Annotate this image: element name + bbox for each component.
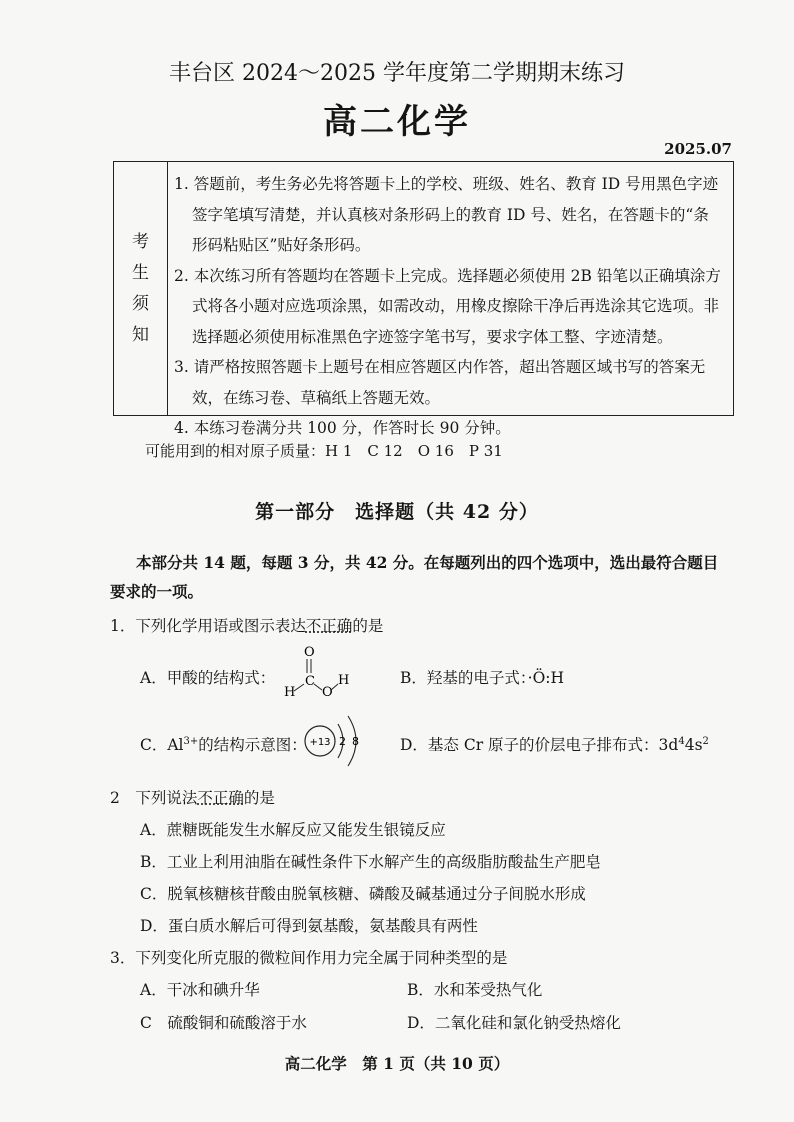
- q1-option-c-post: 的结构示意图：: [198, 736, 307, 754]
- notice-heading-char: 须: [132, 293, 149, 314]
- exam-date: 2025.07: [664, 140, 732, 158]
- atom-label: O: [322, 685, 333, 698]
- al-ion-structure-diagram: [300, 708, 370, 774]
- atom-label: H: [284, 685, 296, 698]
- question-3-stem: 3．下列变化所克服的微粒间作用力完全属于同种类型的是: [110, 949, 508, 967]
- notice-item: 1. 答题前，考生务必先将答题卡上的学校、班级、姓名、教育 ID 号用黑色字迹签字笔填写清楚，并认真核对条形码上的教育 ID 号、姓名，在答题卡的“条形码粘贴区”贴好条形码。: [174, 175, 719, 254]
- q1-stem-part: 的是: [352, 617, 384, 635]
- q1-option-b-label: B．羟基的电子式：: [400, 669, 528, 687]
- q2-option-b: B．工业上利用油脂在碱性条件下水解产生的高级脂肪酸盐生产肥皂: [140, 853, 601, 871]
- notice-item: 3. 请严格按照答题卡上题号在相应答题区内作答，超出答题区域书写的答案无效，在练习卷、草稿纸上答题无效。: [174, 358, 706, 407]
- page-footer: 高二化学 第 1 页（共 10 页）: [284, 1054, 510, 1073]
- q3-option-c: C 硫酸铜和硫酸溶于水: [140, 1014, 307, 1032]
- q1-option-d-sup: 4: [678, 735, 685, 747]
- q1-option-d-pre: D．基态 Cr 原子的价层电子排布式：3d: [400, 736, 679, 754]
- notice-heading: [114, 162, 168, 415]
- q2-option-d: D．蛋白质水解后可得到氨基酸，氨基酸具有两性: [140, 917, 478, 935]
- q2-option-c: C．脱氧核糖核苷酸由脱氧核糖、磷酸及碱基通过分子间脱水形成: [140, 885, 586, 903]
- candidate-notice-box: [113, 161, 734, 437]
- shell-electrons: 8: [352, 735, 359, 748]
- q2-option-a: A．蔗糖既能发生水解反应又能发生银镜反应: [140, 821, 446, 839]
- section-title: 第一部分 选择题（共 42 分）: [255, 501, 539, 523]
- shell-electrons: 2: [339, 735, 346, 748]
- hydroxyl-electron-formula: ·Ö:H: [527, 669, 565, 687]
- q3-option-a: A．干冰和碘升华: [140, 981, 260, 999]
- q2-stem-part: 的是: [243, 789, 275, 807]
- atom-label: C: [305, 674, 315, 689]
- nucleus-charge: +13: [309, 737, 331, 748]
- q3-option-b: B．水和苯受热气化: [407, 981, 543, 999]
- notice-item: 2. 本次练习所有答题均在答题卡上完成。选择题必须使用 2B 铅笔以正确填涂方式将各小题对应选项涂黑，如需改动，用橡皮擦除干净后再选涂其它选项。非选择题必须使用标准黑色字迹签字笔书写，要求字体工整、字迹清楚。: [174, 266, 721, 346]
- question-1-stem: [110, 614, 383, 636]
- formic-acid-structure: [278, 640, 358, 698]
- q1-stem-part: 1．下列化学用语或图示表达: [110, 617, 306, 635]
- atom-label: H: [338, 673, 350, 688]
- q1-option-c-pre: C．Al: [140, 736, 184, 754]
- notice-heading-char: 生: [132, 262, 149, 283]
- exam-title: 丰台区 2024～2025 学年度第二学期期末练习: [169, 61, 625, 86]
- subject-title: 高二化学: [323, 102, 471, 142]
- notice-item: 4. 本练习卷满分共 100 分，作答时长 90 分钟。: [174, 419, 511, 437]
- notice-list: [174, 169, 723, 444]
- q1-emphasis: 不正确: [305, 617, 353, 635]
- atomic-masses: 可能用到的相对原子质量：H 1 C 12 O 16 P 31: [145, 442, 503, 460]
- question-2-stem: [110, 786, 275, 808]
- q3-option-d: D．二氧化硅和氯化钠受热熔化: [407, 1014, 621, 1032]
- q1-option-a: A．甲酸的结构式：: [140, 669, 276, 687]
- atom-label: O: [304, 645, 315, 660]
- q1-option-d: [400, 733, 709, 755]
- q1-option-d-mid: 4s: [684, 736, 703, 754]
- q2-emphasis: 不正确: [197, 789, 244, 807]
- q1-option-d-sup: 2: [702, 735, 709, 747]
- q1-option-c-charge: 3+: [183, 735, 199, 747]
- notice-heading-char: 知: [132, 324, 149, 345]
- q2-stem-part: 2 下列说法: [110, 789, 198, 807]
- q1-option-b: [400, 666, 564, 688]
- q1-option-c: [140, 733, 307, 755]
- notice-heading-char: 考: [132, 231, 149, 252]
- section-intro: 本部分共 14 题，每题 3 分，共 42 分。在每题列出的四个选项中，选出最符合题目要求的一项。: [110, 553, 719, 601]
